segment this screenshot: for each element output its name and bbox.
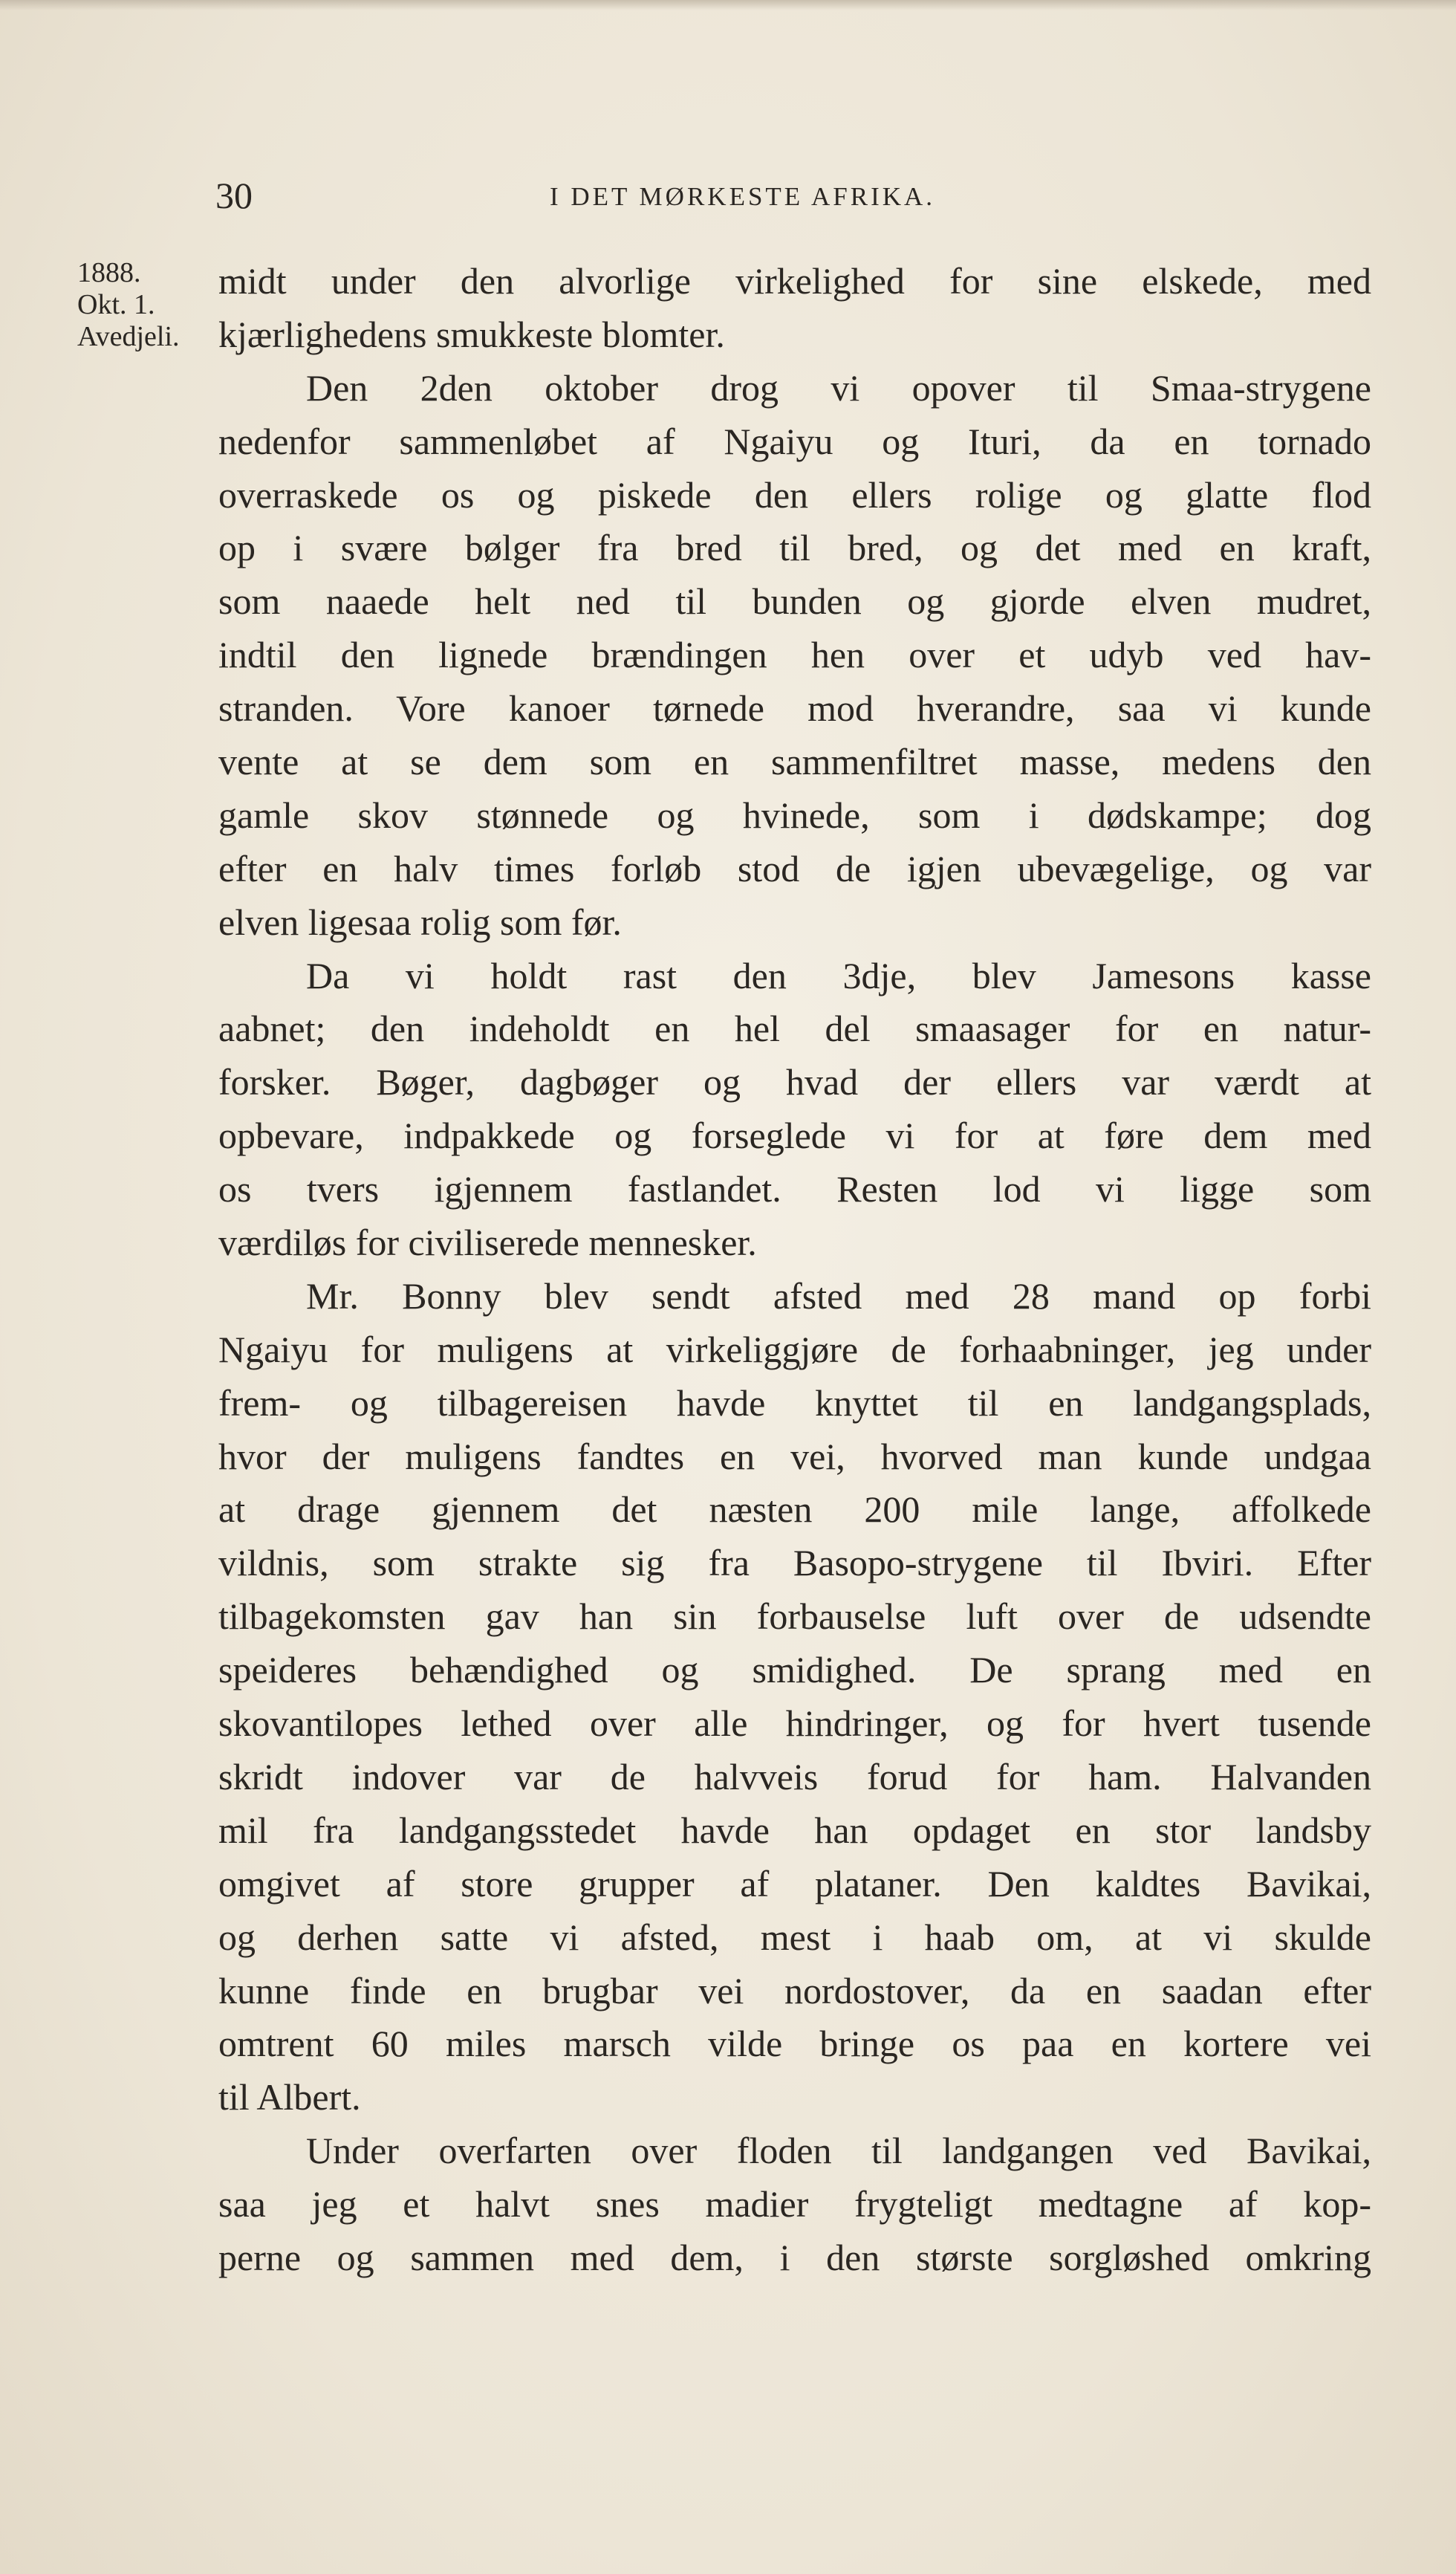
text-line: Da vi holdt rast den 3dje, blev Jamesons kasse xyxy=(306,954,1371,996)
text-line: skovantilopes lethed over alle hindringer, og for hvert tusende xyxy=(218,1702,1371,1745)
text-line: skridt indover var de halvveis forud for ham. Halvanden xyxy=(218,1755,1371,1797)
text-line: hvor der muligens fandtes en vei, hvorved man kunde undgaa xyxy=(218,1435,1371,1477)
text-line: Under overfarten over floden til landgangen ved Bavikai, xyxy=(306,2130,1371,2172)
text-line: vildnis, som strakte sig fra Basopo-strygene til Ibviri. Efter xyxy=(218,1542,1371,1584)
text-line: omgivet af store grupper af plataner. Den kaldtes Bavikai, xyxy=(218,1862,1371,1904)
page-header xyxy=(215,169,1374,221)
text-line: gamle skov stønnede og hvinede, som i dødskampe; dog xyxy=(218,794,1371,836)
text-line: Den 2den oktober drog vi opover til Smaa-strygene xyxy=(306,366,1371,409)
text-line: frem- og tilbagereisen havde knyttet til en landgangsplads, xyxy=(218,1381,1371,1424)
margin-note-year: 1888. xyxy=(77,257,141,288)
text-line: som naaede helt ned til bunden og gjorde elven mudret, xyxy=(218,580,1371,623)
text-line: speideres behændighed og smidighed. De sprang med en xyxy=(218,1649,1371,1691)
text-line: tilbagekomsten gav han sin forbauselse luft over de udsendte xyxy=(218,1595,1371,1638)
margin-note-place: Avedjeli. xyxy=(77,321,180,352)
text-line: overraskede os og piskede den ellers rolige og glatte flod xyxy=(218,473,1371,516)
paragraph xyxy=(218,950,1371,1270)
text-line: at drage gjennem det næsten 200 mile lange, affolkede xyxy=(218,1488,1371,1531)
text-line: efter en halv times forløb stod de igjen ubevægelige, og var xyxy=(218,847,1371,889)
text-line: opbevare, indpakkede og forseglede vi for at føre dem med xyxy=(218,1115,1371,1157)
text-line: indtil den lignede brændingen hen over et udyb ved hav- xyxy=(218,634,1371,676)
text-line: vente at se dem som en sammenfiltret masse, medens den xyxy=(218,741,1371,783)
text-line: nedenfor sammenløbet af Ngaiyu og Ituri, da en tornado xyxy=(218,420,1371,462)
text-line: mil fra landgangsstedet havde han opdaget en stor landsby xyxy=(218,1809,1371,1851)
text-line: perne og sammen med dem, i den største sorgløshed omkring xyxy=(218,2236,1371,2278)
text-line: omtrent 60 miles marsch vilde bringe os paa en kortere vei xyxy=(218,2023,1371,2065)
running-title: I DET MØRKESTE AFRIKA. xyxy=(550,182,936,211)
body-text xyxy=(218,255,1371,2285)
paragraph xyxy=(218,2124,1371,2285)
margin-note-date: Okt. 1. xyxy=(77,289,155,320)
text-line: elven ligesaa rolig som før. xyxy=(218,901,622,943)
text-line: kunne finde en brugbar vei nordostover, da en saadan efter xyxy=(218,1969,1371,2011)
text-line: saa jeg et halvt snes madier frygteligt medtagne af kop- xyxy=(218,2183,1371,2225)
text-line: til Albert. xyxy=(218,2076,361,2118)
text-line: forsker. Bøger, dagbøger og hvad der ellers var værdt at xyxy=(218,1061,1371,1103)
text-line: og derhen satte vi afsted, mest i haab om, at vi skulde xyxy=(218,1916,1371,1958)
text-line: stranden. Vore kanoer tørnede mod hverandre, saa vi kunde xyxy=(218,687,1371,730)
text-line: kjærlighedens smukkeste blomter. xyxy=(218,313,725,355)
text-line: Mr. Bonny blev sendt afsted med 28 mand op forbi xyxy=(306,1274,1371,1317)
paragraph xyxy=(218,1270,1371,2124)
paragraph xyxy=(218,255,1371,362)
text-line: værdiløs for civiliserede mennesker. xyxy=(218,1222,757,1264)
page-top-edge xyxy=(0,0,1456,10)
text-line: aabnet; den indeholdt en hel del smaasager for en natur- xyxy=(218,1008,1371,1050)
margin-notes xyxy=(77,257,218,353)
text-line: os tvers igjennem fastlandet. Resten lod vi ligge som xyxy=(218,1168,1371,1210)
text-line: midt under den alvorlige virkelighed for sine elskede, med xyxy=(218,260,1371,302)
paragraph xyxy=(218,362,1371,950)
text-line: op i svære bølger fra bred til bred, og det med en kraft, xyxy=(218,527,1371,569)
text-line: Ngaiyu for muligens at virkeliggjøre de forhaabninger, jeg under xyxy=(218,1328,1371,1370)
page-number: 30 xyxy=(215,175,253,216)
